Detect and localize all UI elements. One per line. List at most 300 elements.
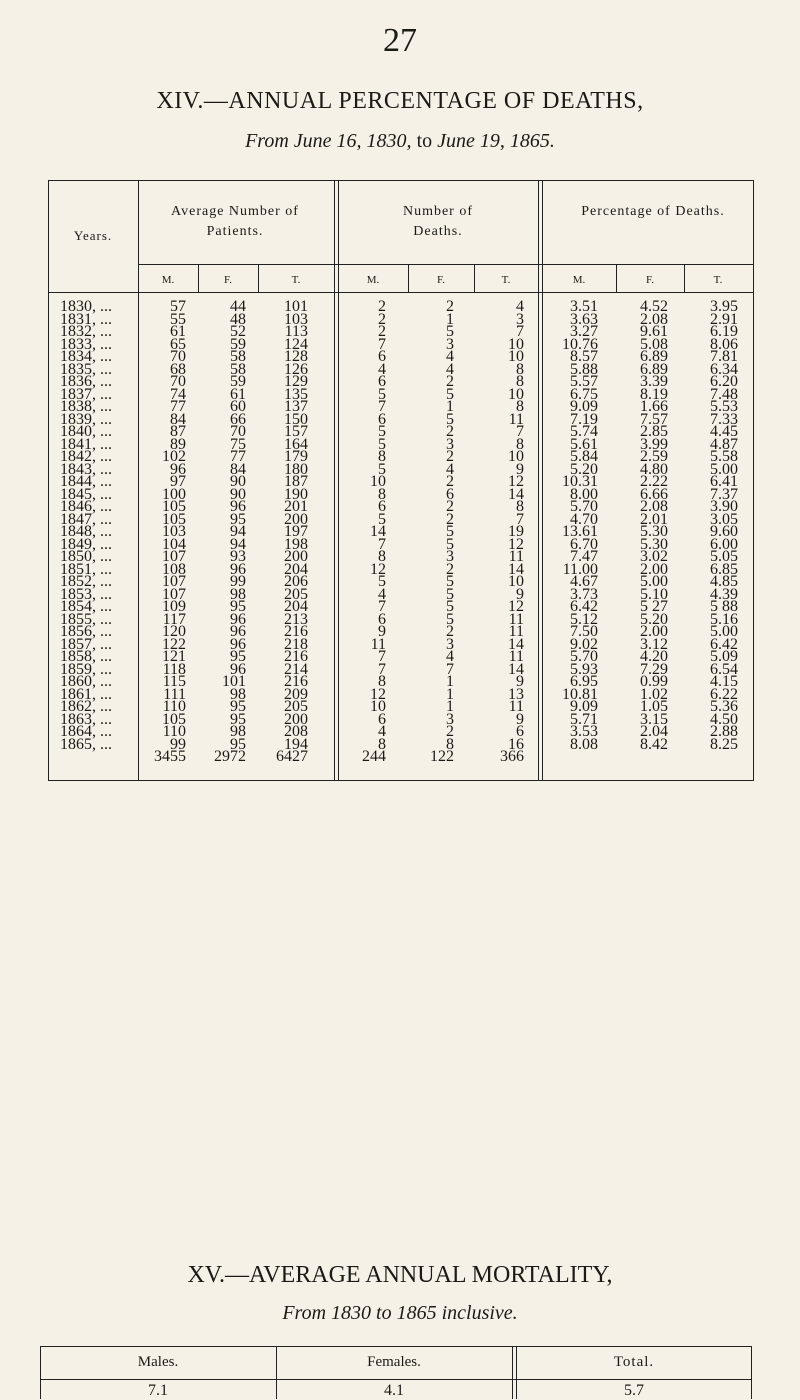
cell-ct: 6.20 (710, 373, 738, 390)
year-cell: 1847, ... (60, 510, 112, 528)
year-cell: 1844, ... (60, 473, 112, 490)
cell-dm: 2 (378, 323, 386, 340)
cell-pm: 118 (162, 660, 186, 678)
cell-dt: 9 (516, 585, 524, 603)
males-header: Males. (137, 1354, 179, 1370)
cell-cm: 5.61 (570, 435, 598, 453)
cell-cm: 8.00 (570, 485, 598, 503)
cell-dm: 6 (378, 410, 386, 428)
cell-dm: 9 (378, 623, 386, 640)
cell-dm: 14 (370, 523, 386, 540)
cell-dm: 2 (378, 298, 386, 315)
cell-pf: 75 (230, 435, 246, 453)
cell-df: 7 (446, 660, 454, 678)
year-cell: 1865, ... (60, 735, 112, 753)
cell-df: 5 (446, 323, 454, 340)
cell-ct: 6.85 (710, 560, 738, 578)
annual-deaths-table (48, 180, 754, 780)
cell-df: 2 (446, 448, 454, 465)
cell-df: 4 (446, 648, 454, 665)
rule (512, 1346, 513, 1399)
cell-pt: 198 (284, 535, 308, 553)
cell-pt: 204 (284, 560, 308, 578)
cell-ct: 5.00 (710, 460, 738, 478)
year-cell: 1863, ... (60, 710, 112, 728)
cell-pt: 135 (284, 385, 308, 403)
cell-pm: 100 (162, 485, 186, 503)
cell-ct: 7.37 (710, 485, 738, 503)
cell-ct: 7.81 (710, 348, 738, 365)
sub-header: T. (291, 274, 301, 286)
cell-ct: 7.48 (710, 385, 738, 403)
cell-pm: 87 (170, 423, 186, 440)
mortality-table (40, 1346, 752, 1399)
cell-ct: 2.88 (710, 723, 738, 740)
year-cell: 1854, ... (60, 598, 112, 615)
cell-dm: 6 (378, 498, 386, 515)
cell-cf: 5.00 (640, 573, 668, 590)
cell-pt: 190 (284, 485, 308, 503)
year-cell: 1841, ... (60, 435, 112, 453)
cell-cf: 8.19 (640, 385, 668, 403)
cell-ct: 4.39 (710, 585, 738, 603)
cell-pm: 107 (162, 585, 186, 603)
cell-pf: 101 (222, 673, 246, 690)
cell-pm: 109 (162, 598, 186, 615)
year-cell: 1849, ... (60, 535, 112, 553)
year-cell: 1858, ... (60, 648, 112, 665)
sub-header: M. (366, 274, 380, 286)
cell-df: 3 (446, 335, 454, 353)
cell-dm: 8 (378, 485, 386, 503)
cell-pt: 216 (284, 673, 308, 690)
cell-cm: 3.51 (570, 298, 598, 315)
cell-pm: 110 (162, 723, 186, 740)
mortality-value: 7.1 (148, 1382, 168, 1399)
cell-pm: 55 (170, 310, 186, 328)
cell-cm: 6.75 (570, 385, 598, 403)
subtitle-part: From June 16, 1830, (245, 130, 417, 152)
cell-df: 1 (446, 698, 454, 715)
cell-pf: 84 (230, 460, 246, 478)
cell-df: 4 (446, 348, 454, 365)
cell-dt: 14 (508, 660, 524, 678)
cell-cf: 6.89 (640, 360, 668, 378)
cell-ct: 4.15 (710, 673, 738, 690)
cell-ct: 7.33 (710, 410, 738, 428)
cell-dt: 11 (508, 623, 524, 640)
cell-df: 2 (446, 623, 454, 640)
year-cell: 1850, ... (60, 548, 112, 565)
cell-df: 1 (446, 398, 454, 415)
cell-dt: 14 (508, 485, 524, 503)
cell-dt: 12 (508, 535, 524, 553)
cell-cm: 8.57 (570, 348, 598, 365)
rule (48, 180, 754, 181)
cell-dm: 8 (378, 735, 386, 753)
cell-df: 5 (446, 598, 454, 615)
cell-dt: 8 (516, 373, 524, 390)
cell-ct: 5.58 (710, 448, 738, 465)
year-cell: 1853, ... (60, 585, 112, 603)
cell-dt: 3 (516, 310, 524, 328)
sub-header: F. (437, 274, 445, 286)
cell-pf: 95 (230, 598, 246, 615)
total-patients-m: 3455 (154, 748, 186, 765)
cell-ct: 5.36 (710, 698, 738, 715)
cell-dm: 8 (378, 448, 386, 465)
cell-dm: 6 (378, 373, 386, 390)
total-deaths-t: 366 (500, 748, 524, 765)
cell-cm: 5.20 (570, 460, 598, 478)
cell-dm: 4 (378, 360, 386, 378)
cell-pt: 137 (284, 398, 308, 415)
cell-pm: 104 (162, 535, 186, 553)
cell-cf: 3.39 (640, 373, 668, 390)
cell-pm: 107 (162, 548, 186, 565)
cell-dm: 7 (378, 648, 386, 665)
cell-ct: 6.00 (710, 535, 738, 553)
cell-dt: 14 (508, 560, 524, 578)
cell-pf: 77 (230, 448, 246, 465)
cell-pm: 108 (162, 560, 186, 578)
rule (684, 264, 685, 292)
cell-dm: 12 (370, 685, 386, 703)
cell-df: 2 (446, 298, 454, 315)
cell-dt: 10 (508, 335, 524, 353)
cell-pt: 179 (284, 448, 308, 465)
cell-dt: 8 (516, 398, 524, 415)
cell-cm: 9.09 (570, 698, 598, 715)
cell-pt: 187 (284, 473, 308, 490)
cell-pt: 208 (284, 723, 308, 740)
cell-pf: 90 (230, 473, 246, 490)
cell-df: 5 (446, 535, 454, 553)
year-cell: 1845, ... (60, 485, 112, 503)
cell-cf: 2.00 (640, 623, 668, 640)
cell-ct: 5.16 (710, 610, 738, 628)
cell-pt: 197 (284, 523, 308, 540)
cell-pm: 65 (170, 335, 186, 353)
sub-header: T. (501, 274, 511, 286)
cell-cf: 6.89 (640, 348, 668, 365)
cell-dm: 5 (378, 423, 386, 440)
cell-pm: 74 (170, 385, 186, 403)
cell-ct: 5 88 (710, 598, 738, 615)
cell-cf: 3.02 (640, 548, 668, 565)
year-cell: 1864, ... (60, 723, 112, 740)
cell-pm: 111 (163, 685, 186, 703)
cell-df: 1 (446, 310, 454, 328)
cell-pm: 99 (170, 735, 186, 753)
cell-ct: 6.19 (710, 323, 738, 340)
year-cell: 1837, ... (60, 385, 112, 403)
cell-dm: 6 (378, 610, 386, 628)
cell-ct: 9.60 (710, 523, 738, 540)
cell-cf: 5.20 (640, 610, 668, 628)
cell-df: 5 (446, 385, 454, 403)
cell-pf: 96 (230, 560, 246, 578)
cell-cf: 4.52 (640, 298, 668, 315)
cell-dm: 10 (370, 698, 386, 715)
cell-df: 3 (446, 635, 454, 653)
sub-header: F. (646, 274, 654, 286)
cell-dt: 12 (508, 598, 524, 615)
cell-cf: 4.20 (640, 648, 668, 665)
cell-pf: 98 (230, 723, 246, 740)
cell-cm: 5.70 (570, 498, 598, 515)
cell-pm: 70 (170, 348, 186, 365)
patients-header: Average Number of Patients. (171, 204, 299, 239)
cell-cf: 0.99 (640, 673, 668, 690)
cell-pf: 59 (230, 373, 246, 390)
cell-pt: 213 (284, 610, 308, 628)
cell-df: 2 (446, 373, 454, 390)
cell-pt: 150 (284, 410, 308, 428)
cell-cf: 3.15 (640, 710, 668, 728)
cell-pt: 126 (284, 360, 308, 378)
cell-pt: 194 (284, 735, 308, 753)
cell-df: 3 (446, 548, 454, 565)
cell-dt: 9 (516, 673, 524, 690)
cell-cm: 7.50 (570, 623, 598, 640)
cell-pm: 107 (162, 573, 186, 590)
cell-cm: 9.09 (570, 398, 598, 415)
year-cell: 1860, ... (60, 673, 112, 690)
rule (48, 780, 754, 781)
cell-ct: 6.42 (710, 635, 738, 653)
deaths-header: Number of Deaths. (402, 204, 474, 239)
cell-cf: 7.29 (640, 660, 668, 678)
cell-pm: 117 (162, 610, 186, 628)
cell-cm: 7.47 (570, 548, 598, 565)
cell-df: 1 (446, 685, 454, 703)
cell-dm: 4 (378, 585, 386, 603)
rule (48, 292, 754, 293)
cell-pt: 101 (284, 298, 308, 315)
cell-cm: 11.00 (562, 560, 598, 578)
year-cell: 1842, ... (60, 448, 112, 465)
cell-pm: 68 (170, 360, 186, 378)
cell-cf: 2.01 (640, 510, 668, 528)
cell-dm: 11 (370, 635, 386, 653)
cell-cm: 5.70 (570, 648, 598, 665)
cell-cm: 5.84 (570, 448, 598, 465)
cell-dt: 8 (516, 498, 524, 515)
total-header: Total. (613, 1354, 655, 1370)
cell-dm: 2 (378, 310, 386, 328)
cell-pm: 89 (170, 435, 186, 453)
cell-df: 2 (446, 510, 454, 528)
cell-cm: 10.76 (562, 335, 598, 353)
cell-cf: 5.30 (640, 523, 668, 540)
year-cell: 1855, ... (60, 610, 112, 628)
year-cell: 1836, ... (60, 373, 112, 390)
cell-df: 5 (446, 573, 454, 590)
cell-cm: 6.42 (570, 598, 598, 615)
cell-cf: 9.61 (640, 323, 668, 340)
cell-cf: 5 27 (640, 598, 668, 615)
subtitle-part: 1865 inclusive. (391, 1302, 518, 1324)
year-cell: 1840, ... (60, 423, 112, 440)
cell-dm: 8 (378, 548, 386, 565)
cell-dm: 7 (378, 598, 386, 615)
cell-cf: 4.80 (640, 460, 668, 478)
cell-ct: 4.50 (710, 710, 738, 728)
cell-pm: 122 (162, 635, 186, 653)
table2-title: XV.—AVERAGE ANNUAL MORTALITY, (187, 1262, 613, 1288)
cell-cm: 5.93 (570, 660, 598, 678)
cell-cf: 2.04 (640, 723, 668, 740)
cell-cf: 2.22 (640, 473, 668, 490)
cell-cf: 2.59 (640, 448, 668, 465)
cell-dm: 7 (378, 335, 386, 353)
subtitle-part: From 1830 (282, 1302, 377, 1324)
rule (408, 264, 409, 292)
cell-cm: 3.63 (570, 310, 598, 328)
percentage-header: Percentage of Deaths. (581, 204, 725, 219)
cell-pt: 200 (284, 548, 308, 565)
year-cell: 1839, ... (60, 410, 112, 428)
cell-ct: 8.25 (710, 735, 738, 753)
page-number: 27 (383, 22, 417, 59)
cell-dt: 10 (508, 348, 524, 365)
cell-cm: 10.81 (562, 685, 598, 703)
cell-dt: 10 (508, 385, 524, 403)
cell-cm: 5.88 (570, 360, 598, 378)
cell-ct: 5.05 (710, 548, 738, 565)
cell-cm: 8.08 (570, 735, 598, 753)
cell-pf: 94 (230, 535, 246, 553)
cell-dt: 11 (508, 698, 524, 715)
cell-cm: 5.12 (570, 610, 598, 628)
cell-ct: 8.06 (710, 335, 738, 353)
cell-pm: 77 (170, 398, 186, 415)
females-header: Females. (367, 1354, 421, 1370)
cell-pf: 96 (230, 610, 246, 628)
years-header: Years. (73, 228, 113, 243)
cell-dm: 6 (378, 710, 386, 728)
cell-dm: 7 (378, 398, 386, 415)
cell-pf: 95 (230, 648, 246, 665)
cell-pm: 70 (170, 373, 186, 390)
cell-pm: 103 (162, 523, 186, 540)
cell-pm: 97 (170, 473, 186, 490)
year-cell: 1856, ... (60, 623, 112, 640)
cell-dt: 14 (508, 635, 524, 653)
cell-cf: 2.85 (640, 423, 668, 440)
cell-pt: 164 (284, 435, 308, 453)
cell-pt: 103 (284, 310, 308, 328)
rule (474, 264, 475, 292)
cell-pf: 90 (230, 485, 246, 503)
cell-pf: 52 (230, 323, 246, 340)
cell-dm: 5 (378, 573, 386, 590)
cell-dm: 5 (378, 385, 386, 403)
cell-dt: 7 (516, 423, 524, 440)
cell-dm: 10 (370, 473, 386, 490)
cell-df: 2 (446, 723, 454, 740)
cell-dm: 7 (378, 535, 386, 553)
cell-pm: 96 (170, 460, 186, 478)
cell-ct: 5.09 (710, 648, 738, 665)
cell-dt: 10 (508, 573, 524, 590)
cell-pm: 105 (162, 510, 186, 528)
cell-cf: 7.57 (640, 410, 668, 428)
cell-pf: 94 (230, 523, 246, 540)
cell-ct: 2.91 (710, 310, 738, 328)
cell-pf: 61 (230, 385, 246, 403)
cell-pt: 201 (284, 498, 308, 515)
year-cell: 1830, ... (60, 298, 112, 315)
cell-pm: 105 (162, 498, 186, 515)
cell-pf: 70 (230, 423, 246, 440)
cell-pf: 96 (230, 635, 246, 653)
mortality-value: 5.7 (624, 1382, 644, 1399)
rule (40, 1379, 752, 1380)
cell-pf: 60 (230, 398, 246, 415)
cell-pt: 209 (284, 685, 308, 703)
cell-pt: 113 (284, 323, 308, 340)
cell-cf: 3.12 (640, 635, 668, 653)
cell-pf: 48 (230, 310, 246, 328)
cell-pt: 200 (284, 710, 308, 728)
cell-cm: 5.74 (570, 423, 598, 440)
cell-pt: 200 (284, 510, 308, 528)
cell-cf: 1.02 (640, 685, 668, 703)
cell-pt: 129 (284, 373, 308, 390)
cell-pt: 124 (284, 335, 308, 353)
cell-pf: 93 (230, 548, 246, 565)
cell-ct: 6.34 (710, 360, 738, 378)
cell-cf: 5.10 (640, 585, 668, 603)
cell-cm: 13.61 (562, 523, 598, 540)
cell-pm: 115 (162, 673, 186, 690)
cell-dt: 11 (508, 648, 524, 665)
rule (616, 264, 617, 292)
mortality-value: 4.1 (384, 1382, 404, 1399)
cell-cm: 5.57 (570, 373, 598, 390)
cell-dt: 6 (516, 723, 524, 740)
year-cell: 1832, ... (60, 323, 112, 340)
cell-ct: 5.53 (710, 398, 738, 415)
cell-df: 2 (446, 423, 454, 440)
cell-pt: 204 (284, 598, 308, 615)
cell-df: 5 (446, 610, 454, 628)
cell-df: 5 (446, 410, 454, 428)
cell-dt: 10 (508, 448, 524, 465)
cell-pf: 96 (230, 623, 246, 640)
cell-cm: 6.95 (570, 673, 598, 690)
cell-df: 4 (446, 360, 454, 378)
cell-ct: 6.22 (710, 685, 738, 703)
cell-df: 2 (446, 498, 454, 515)
cell-pt: 216 (284, 648, 308, 665)
cell-cf: 3.99 (640, 435, 668, 453)
cell-dt: 8 (516, 435, 524, 453)
year-cell: 1852, ... (60, 573, 112, 590)
cell-pf: 59 (230, 335, 246, 353)
cell-pm: 61 (170, 323, 186, 340)
rule (40, 1346, 752, 1347)
cell-cm: 3.73 (570, 585, 598, 603)
cell-ct: 5.00 (710, 623, 738, 640)
year-cell: 1834, ... (60, 348, 112, 365)
cell-dm: 4 (378, 723, 386, 740)
total-patients-f: 2972 (214, 748, 246, 765)
subtitle-part: to (416, 130, 433, 152)
cell-df: 3 (446, 710, 454, 728)
